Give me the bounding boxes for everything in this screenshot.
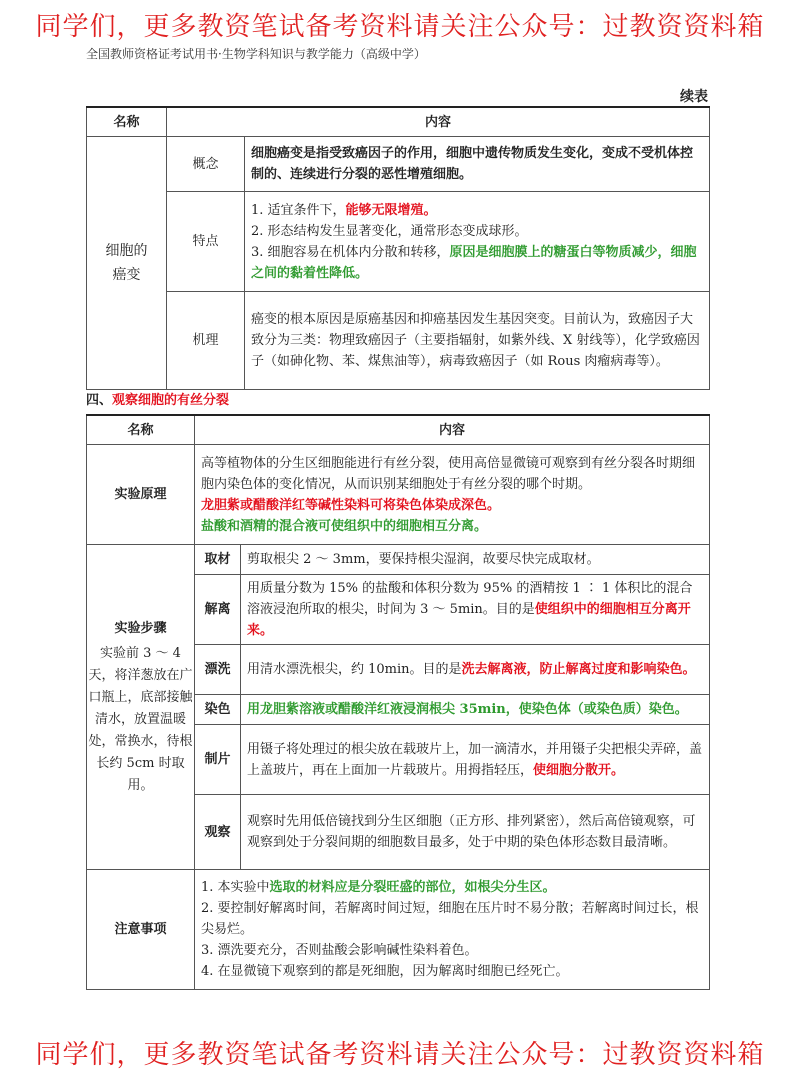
notes-text: 1. 本实验中选取的材料应是分裂旺盛的部位，如根尖分生区。 2. 要控制好解离时间，若解离时间过短，细胞在压片时不易分散；若解离时间过长，根尖易烂。 3. 漂洗要充分，否则盐酸会影响碱性染料着色。 4. 在显微镜下观察到的都是死细胞，因为解离时细胞已经死亡。 (195, 870, 710, 990)
label-concept: 概念 (167, 137, 245, 192)
principle-red: 龙胆紫或醋酸洋红等碱性染料可将染色体染成深色。 (201, 497, 501, 513)
concept-text: 细胞癌变是指受致癌因子的作用，细胞中遗传物质发生变化，变成不受机体控制的、连续进行分裂的恶性增殖细胞。 (245, 137, 710, 192)
feature-1-highlight: 能够无限增殖。 (345, 202, 437, 218)
step-observe-text: 观察时先用低倍镜找到分生区细胞（正方形、排列紧密），然后高倍镜观察，可观察到处于分裂间期的细胞数目最多，处于中期的染色体形态数目最清晰。 (241, 795, 710, 870)
step-observe-label: 观察 (195, 795, 241, 870)
step-stain-text: 用龙胆紫溶液或醋酸洋红液浸润根尖 35min，使染色体（或染色质）染色。 (241, 695, 710, 725)
principle-green: 盐酸和酒精的混合液可使组织中的细胞相互分离。 (201, 518, 488, 534)
promo-banner-top: 同学们，更多教资笔试备考资料请关注公众号：过教资资料箱 (35, 12, 765, 42)
label-notes: 注意事项 (87, 870, 195, 990)
label-features: 特点 (167, 192, 245, 292)
step-dissociate-text: 用质量分数为 15% 的盐酸和体积分数为 95% 的酒精按 1 ∶ 1 体积比的混合溶液浸泡所取的根尖，时间为 3 ～ 5min。目的是使组织中的细胞相互分离开来。 (241, 575, 710, 645)
step-stain-label: 染色 (195, 695, 241, 725)
book-title: 全国教师资格证考试用书·生物学科知识与教学能力（高级中学） (86, 47, 426, 61)
table-header-name: 名称 (87, 107, 167, 137)
table2-header-name: 名称 (87, 415, 195, 445)
principle-text: 高等植物体的分生区细胞能进行有丝分裂，使用高倍显微镜可观察到有丝分裂各时期细胞内染色体的变化情况，从而识别某细胞处于有丝分裂的哪个时期。 龙胆紫或醋酸洋红等碱性染料可将染色体染成深色。 盐酸和酒精的混合液可使组织中的细胞相互分离。 (195, 445, 710, 545)
label-steps: 实验步骤 实验前 3 ～ 4 天，将洋葱放在广口瓶上，底部接触清水，放置温暖处，常换水，待根长约 5cm 时取用。 (87, 545, 195, 870)
table-header-content: 内容 (167, 107, 710, 137)
features-text: 1. 适宜条件下，能够无限增殖。 2. 形态结构发生显著变化，通常形态变成球形。 3. 细胞容易在机体内分散和转移，原因是细胞膜上的糖蛋白等物质减少，细胞之间的黏着性降低。 (245, 192, 710, 292)
label-principle: 实验原理 (87, 445, 195, 545)
mechanism-text: 癌变的根本原因是原癌基因和抑癌基因发生基因突变。目前认为，致癌因子大致分为三类：物理致癌因子（主要指辐射，如紫外线、X 射线等），化学致癌因子（如砷化物、苯、煤焦油等），病毒致癌因子（如 Rous 肉瘤病毒等）。 (245, 292, 710, 390)
step-rinse-text: 用清水漂洗根尖，约 10min。目的是洗去解离液，防止解离过度和影响染色。 (241, 645, 710, 695)
step-rinse-label: 漂洗 (195, 645, 241, 695)
table2-header-content: 内容 (195, 415, 710, 445)
mitosis-table (86, 414, 710, 990)
step-dissociate-label: 解离 (195, 575, 241, 645)
steps-note: 实验前 3 ～ 4 天，将洋葱放在广口瓶上，底部接触清水，放置温暖处，常换水，待根长约 5cm 时取用。 (88, 645, 193, 793)
section-heading: 四、观察细胞的有丝分裂 (86, 393, 230, 408)
step-take-text: 剪取根尖 2 ～ 3mm，要保持根尖湿润，故要尽快完成取材。 (241, 545, 710, 575)
promo-banner-bottom: 同学们，更多教资笔试备考资料请关注公众号：过教资资料箱 (35, 1040, 765, 1070)
continued-label: 续表 (680, 89, 708, 105)
step-take-label: 取材 (195, 545, 241, 575)
feature-3-highlight: 原因是细胞膜上的糖蛋白等物质减少，细胞之间的黏着性降低。 (251, 244, 697, 281)
step-slide-text: 用镊子将处理过的根尖放在载玻片上，加一滴清水，并用镊子尖把根尖弄碎，盖上盖玻片，再在上面加一片载玻片。用拇指轻压，使细胞分散开。 (241, 725, 710, 795)
label-mechanism: 机理 (167, 292, 245, 390)
step-slide-label: 制片 (195, 725, 241, 795)
row-label-cancer: 细胞的 癌变 (87, 137, 167, 390)
cancer-table (86, 106, 710, 390)
